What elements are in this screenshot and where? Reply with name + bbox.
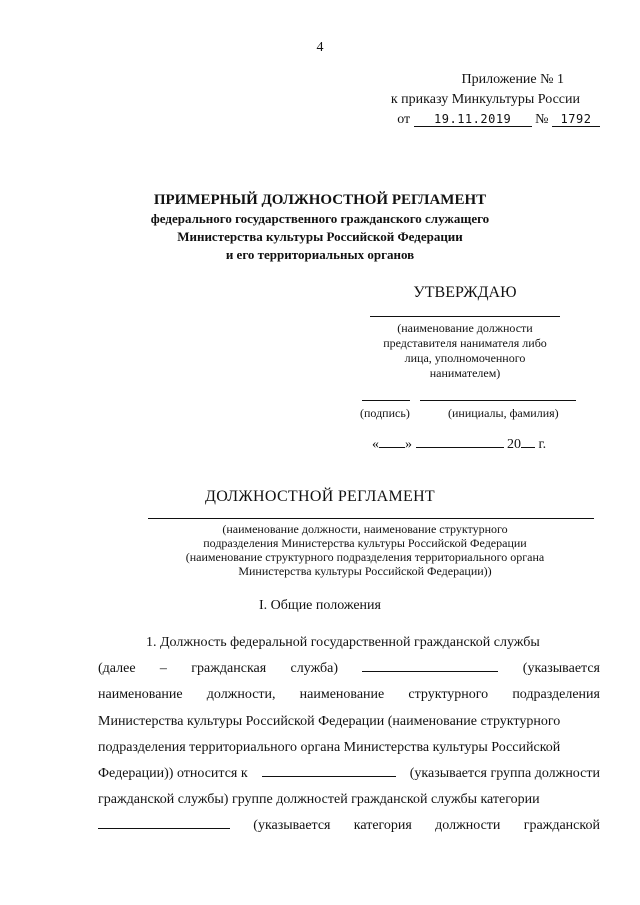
year-prefix: 20 [507, 437, 521, 452]
date-quote-close: » [405, 437, 412, 452]
approval-note-1: (наименование должности [397, 321, 533, 335]
date-prefix: от [397, 112, 411, 127]
page-number: 4 [316, 40, 324, 55]
initials-caption: (инициалы, фамилия) [448, 406, 559, 420]
year-blank [521, 432, 535, 448]
approval-date-line [372, 432, 546, 453]
title-line-2: федерального государственного гражданского служащего [150, 211, 490, 226]
appendix-line-2: к приказу Минкультуры России [390, 92, 580, 107]
approval-note-3: лица, уполномоченного [404, 351, 526, 365]
document-title-block [100, 190, 540, 264]
regulation-note [130, 522, 600, 578]
body-line-8: (указывается категория должности гражданской [98, 813, 600, 839]
regulation-title: ДОЛЖНОСТНОЙ РЕГЛАМЕНТ [204, 488, 436, 505]
day-blank [379, 432, 405, 448]
regulation-note-3: (наименование структурного подразделения территориального органа [185, 550, 545, 564]
signature-line [362, 400, 410, 401]
body-line-3: наименование должности, наименование структурного подразделения [98, 687, 600, 703]
appendix-block [380, 70, 600, 130]
body-line-6: Федерации)) относится к (указывается группа должности [98, 761, 600, 787]
approval-position-line [370, 316, 560, 317]
body-line-1: 1. Должность федеральной государственной гражданской службы [146, 635, 540, 650]
month-blank [416, 432, 504, 448]
approval-block [370, 284, 560, 381]
category-blank [98, 813, 230, 829]
initials-line [420, 400, 576, 401]
regulation-note-2: подразделения Министерства культуры Российской Федерации [203, 536, 527, 550]
signature-caption: (подпись) [360, 406, 410, 420]
title-line-1: ПРИМЕРНЫЙ ДОЛЖНОСТНОЙ РЕГЛАМЕНТ [153, 192, 487, 208]
number-prefix: № [535, 112, 549, 127]
regulation-name-line [148, 518, 594, 519]
appendix-date-line [380, 110, 600, 130]
regulation-note-1: (наименование должности, наименование структурного [222, 522, 508, 536]
body-line-4: Министерства культуры Российской Федерации (наименование структурного [98, 713, 561, 729]
group-blank [262, 761, 396, 777]
body-paragraph [98, 630, 600, 840]
handwritten-date: 19.11.2019 [414, 112, 532, 127]
position-blank [362, 656, 498, 672]
approval-note-2: представителя нанимателя либо [383, 336, 547, 350]
title-line-4: и его территориальных органов [225, 247, 415, 262]
section-heading: I. Общие положения [259, 598, 381, 613]
approval-note-4: нанимателем) [429, 366, 501, 380]
title-line-3: Министерства культуры Российской Федерации [177, 229, 463, 244]
approval-header: УТВЕРЖДАЮ [413, 284, 517, 301]
year-suffix: г. [538, 437, 547, 452]
body-line-2: (далее – гражданская служба) (указывается [98, 656, 600, 682]
handwritten-number: 1792 [552, 112, 600, 127]
appendix-line-1: Приложение № 1 [461, 72, 564, 87]
body-line-7: гражданской службы) группе должностей гражданской службы категории [98, 792, 540, 808]
body-line-5: подразделения территориального органа Министерства культуры Российской [98, 739, 561, 755]
regulation-note-4: Министерства культуры Российской Федерации)) [238, 564, 492, 578]
date-quote-open: « [372, 437, 379, 452]
